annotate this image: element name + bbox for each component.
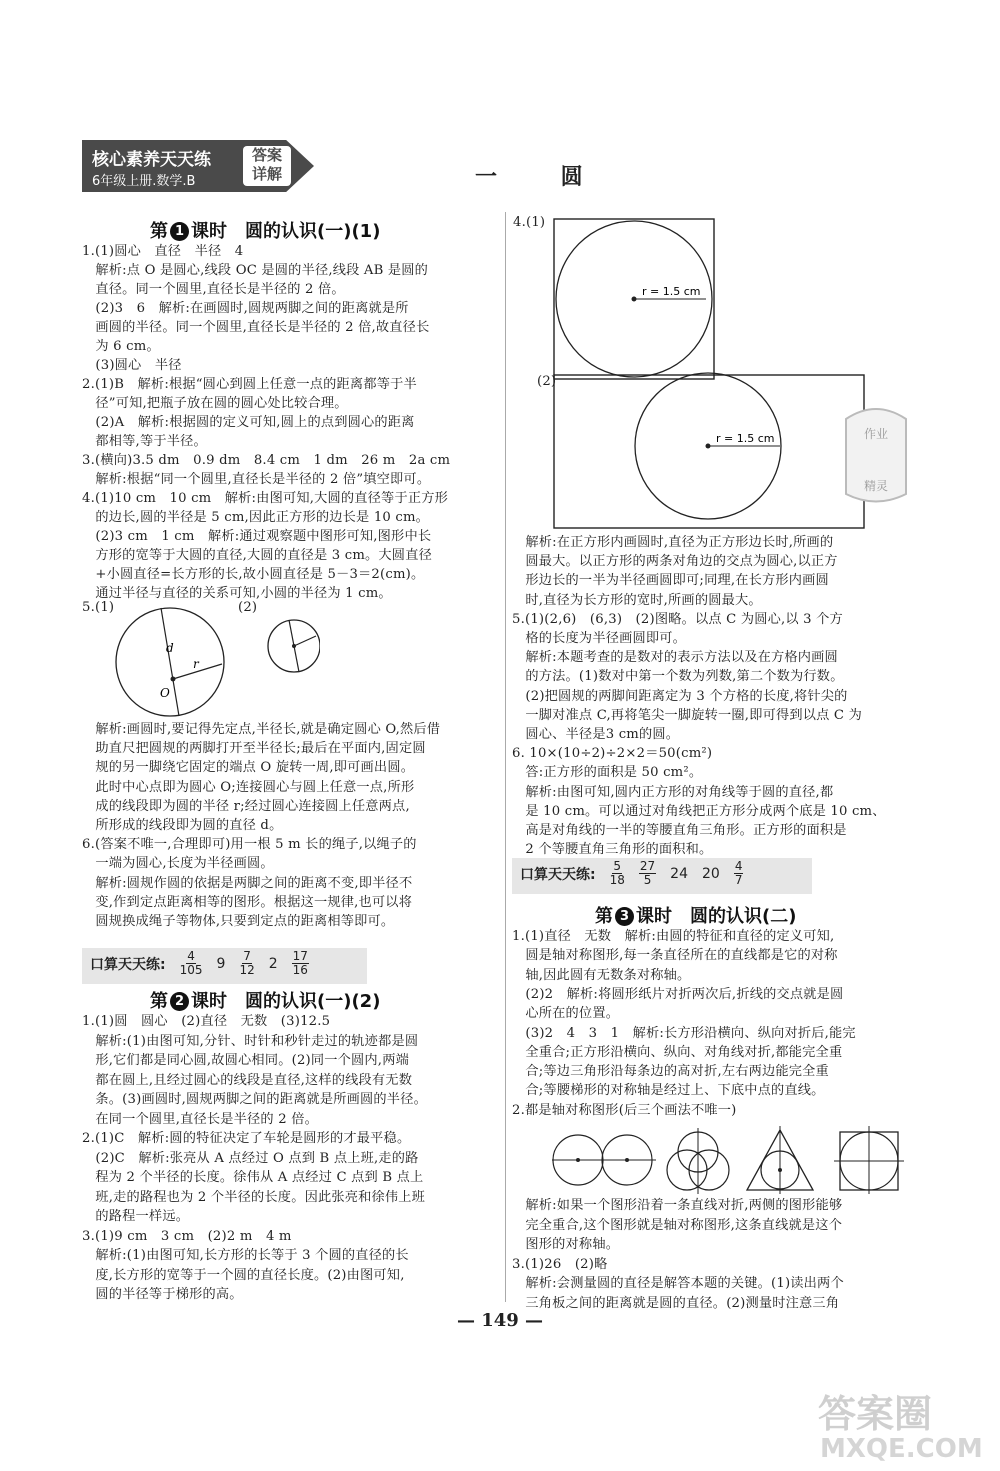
- answer-fraction: $\frac{5}{18}$: [609, 859, 625, 887]
- unit-title: 一 圆: [475, 165, 611, 190]
- triangle-circle-figure: [747, 1126, 813, 1194]
- answer-line: 班,走的路程也为 2 个半径的长度。因此张亮和徐伟上班: [82, 1189, 426, 1205]
- lesson-1-name: 课时 圆的认识(一)(1): [191, 221, 381, 242]
- answer-line: 通过半径与直径的关系可知,小圆的半径为 1 cm。: [82, 586, 392, 601]
- q5-part1-label: 5.(1): [82, 600, 115, 615]
- lesson-2-prefix: 第: [150, 991, 168, 1012]
- q5-part2-label: (2): [238, 600, 258, 615]
- mental-math-2: [520, 860, 743, 887]
- answer-line: 格的长度为半径画圆即可。: [512, 631, 687, 646]
- answer-line: 3.(横向)3.5 dm 0.9 dm 8.4 cm 1 dm 26 m 2a cm: [82, 453, 451, 468]
- answer-line: 1.(1)直径 无数 解析:由圆的特征和直径的定义可知,: [512, 929, 835, 944]
- q5-circle-2: [268, 620, 320, 672]
- answer-line: 5.(1)(2,6) (6,3) (2)图略。以点 C 为圆心,以 3 个方: [512, 611, 843, 627]
- answer-value: 24: [670, 865, 688, 882]
- answer-line: 解析:如果一个图形沿着一条直线对折,两侧的图形能够: [512, 1198, 843, 1213]
- svg-text:d: d: [166, 641, 174, 655]
- answer-line: 是 10 cm。可以通过对角线把正方形分成两个底是 10 cm、: [512, 803, 886, 819]
- answer-line: 6. 10×(10÷2)÷2×2＝50(cm²): [512, 746, 713, 762]
- answer-line: 6.(答案不唯一,合理即可)用一根 5 m 长的绳子,以绳子的: [82, 837, 417, 853]
- two-circles-figure: [552, 1135, 656, 1185]
- answer-line: 成的线段即为圆的半径 r;经过圆心连接圆上任意两点,: [82, 798, 410, 814]
- q4-part2-label: (2): [537, 374, 557, 389]
- rectangle-radius-label: r = 1.5 cm: [716, 432, 775, 445]
- answer-line: 1.(1)圆 圆心 (2)直径 无数 (3)12.5: [82, 1014, 331, 1029]
- mental-math-label: 口算天天练:: [520, 866, 596, 883]
- q5-circle-figures: [80, 600, 320, 725]
- answer-line: 方形的宽等于大圆的直径,大圆的直径是 3 cm。大圆直径: [82, 548, 432, 563]
- column-divider: [505, 212, 506, 1302]
- answer-line: (3)2 4 3 1 解析:长方形沿横向、纵向对折后,能完: [512, 1025, 856, 1041]
- book-grade-subtitle: 6年级上册.数学.B: [92, 174, 196, 189]
- svg-text:精灵: 精灵: [863, 479, 889, 493]
- answer-line: 1.(1)圆心 直径 半径 4: [82, 244, 244, 259]
- answer-line: 解析:根据“同一个圆里,直径长是半径的 2 倍”填空即可。: [82, 472, 431, 487]
- three-circles-figure: [667, 1128, 729, 1194]
- lesson-2-name: 课时 圆的认识(一)(2): [191, 991, 381, 1012]
- lesson-3-title: [595, 902, 796, 928]
- answer-line: (2)3 cm 1 cm 解析:通过观察题中图形可知,图形中长: [82, 529, 432, 544]
- answer-badge: [243, 146, 291, 186]
- answer-line: 解析:由图可知,圆内正方形的对角线等于圆的直径,都: [512, 784, 834, 800]
- answer-value: 9: [216, 955, 226, 972]
- lesson-3-prefix: 第: [595, 906, 613, 927]
- answer-fraction: $\frac{27}{5}$: [639, 859, 656, 887]
- answer-line: 一脚对准点 C,再将笔尖一脚旋转一圈,即可得到以点 C 为: [512, 707, 862, 723]
- answer-line: 解析:会测量圆的直径是解答本题的关键。(1)读出两个: [512, 1276, 844, 1291]
- answer-line: 都在圆上,且经过圆心的线段是直径,这样的线段有无数: [82, 1072, 413, 1088]
- answer-fraction: $\frac{4}{105}$: [179, 949, 203, 977]
- answer-line: 所形成的线段即为圆的直径 d。: [82, 818, 283, 833]
- answer-line: 程为 2 个半径的长度。徐伟从 A 点经过 C 点到 B 点上: [82, 1170, 424, 1185]
- answer-line: 心所在的位置。: [512, 1006, 620, 1022]
- answer-line: (2)A 解析:根据圆的定义可知,圆上的点到圆心的距离: [82, 415, 415, 430]
- svg-text:作业: 作业: [863, 427, 889, 441]
- answer-line: 完全重合,这个图形就是轴对称图形,这条直线就是这个: [512, 1217, 843, 1233]
- answer-line: 高是对角线的一半的等腰直角三角形。正方形的面积是: [512, 823, 847, 838]
- square-radius-label: r = 1.5 cm: [642, 285, 701, 298]
- answer-line: 圆是轴对称图形,每一条直径所在的直线都是它的对称: [512, 948, 838, 964]
- answer-line: 3.(1)9 cm 3 cm (2)2 m 4 m: [82, 1228, 292, 1244]
- answer-line: 解析:点 O 是圆心,线段 OC 是圆的半径,线段 AB 是圆的: [82, 263, 429, 278]
- lesson-3-number: 3: [615, 907, 634, 926]
- answer-line: 的边长,圆的半径是 5 cm,因此正方形的边长是 10 cm。: [82, 510, 430, 525]
- svg-text:O: O: [160, 686, 170, 700]
- answer-line: 变,作到定点距离相等的图形。根据这一规律,也可以将: [82, 894, 413, 910]
- answer-line: 合;等边三角形沿每条边的高对折,左右两边能完全重: [512, 1064, 829, 1080]
- answer-line: 都相等,等于半径。: [82, 434, 207, 449]
- answer-line: 规的另一脚绕它固定的端点 O 旋转一周,即可画出圆。: [82, 760, 415, 776]
- answer-fraction: $\frac{7}{12}$: [239, 949, 255, 977]
- answer-line: 形,它们都是同心圆,故圆心相同。(2)同一个圆内,两端: [82, 1053, 409, 1068]
- answer-line: 时,直径为长方形的宽时,所画的圆最大。: [512, 592, 762, 608]
- lesson-3-name: 课时 圆的认识(二): [636, 906, 797, 927]
- answer-line: 2.(1)B 解析:根据“圆心到圆上任意一点的距离都等于半: [82, 377, 417, 392]
- answer-value: 2: [268, 955, 278, 972]
- answer-line: 一端为圆心,长度为半径画圆。: [82, 856, 274, 872]
- q5-circle-1: [116, 608, 224, 716]
- answer-line: 此时中心点即为圆心 O;连接圆心与圆上任意一点,所形: [82, 779, 415, 795]
- answer-line: 径”可知,把瓶子放在圆的圆心处比较合理。: [82, 396, 348, 411]
- answer-line: 条。(3)画圆时,圆规两脚之间的距离就是所画圆的半径。: [82, 1092, 427, 1107]
- answer-line: 形边长的一半为半径画圆即可;同理,在长方形内画圆: [512, 573, 829, 589]
- answer-line: 圆最大。以正方形的两条对角边的交点为圆心,以正方: [512, 554, 838, 570]
- answer-line: 解析:(1)由图可知,长方形的长等于 3 个圆的直径的长: [82, 1248, 409, 1263]
- answer-line: 2.都是轴对称图形(后三个画法不唯一): [512, 1102, 737, 1118]
- answer-fraction: $\frac{17}{16}$: [292, 949, 308, 977]
- lesson-2-number: 2: [170, 992, 189, 1011]
- answer-line: 合;等腰梯形的对称轴是经过上、下底中点的直线。: [512, 1083, 825, 1099]
- answer-line: 圆心、半径是3 cm的圆。: [512, 727, 680, 742]
- answer-line: 解析:本题考查的是数对的表示方法以及在方格内画圆: [512, 650, 838, 666]
- answer-line: 图形的对称轴。: [512, 1237, 620, 1252]
- answer-line: 画圆的半径。同一个圆里,直径长是半径的 2 倍,故直径长: [82, 320, 430, 335]
- site-logo-watermark: 答案圈: [818, 1392, 933, 1436]
- answer-line: (2)3 6 解析:在画圆时,圆规两脚之间的距离就是所: [82, 301, 409, 316]
- svg-text:r: r: [193, 657, 199, 671]
- book-series-title: 核心素养天天练: [92, 150, 211, 170]
- answer-line: 全重合;正方形沿横向、纵向、对角线对折,都能完全重: [512, 1044, 843, 1060]
- answer-line: +小圆直径=长方形的长,故小圆直径是 5－3＝2(cm)。: [82, 567, 425, 582]
- site-url-watermark: MXQE.COM: [820, 1434, 983, 1464]
- answer-line: 助直尺把圆规的两脚打开至半径长;最后在平面内,固定圆: [82, 741, 426, 757]
- answer-line: 圆的半径等于梯形的高。: [82, 1287, 243, 1302]
- answer-line: 的方法。(1)数对中第一个数为列数,第二个数为行数。: [512, 669, 844, 685]
- answer-line: 2.(1)C 解析:圆的特征决定了车轮是圆形的才最平稳。: [82, 1131, 411, 1146]
- answer-line: 在同一个圆里,直径长是半径的 2 倍。: [82, 1111, 318, 1127]
- answer-line: 三角板之间的距离就是圆的直径。(2)测量时注意三角: [512, 1295, 840, 1311]
- answer-line: 解析:(1)由图可知,分针、时针和秒针走过的轨迹都是圆: [82, 1033, 419, 1049]
- stamp-watermark: [836, 404, 916, 509]
- answer-line: 答:正方形的面积是 50 cm²。: [512, 765, 703, 781]
- lesson-2-title: [150, 987, 380, 1013]
- answer-line: 解析:在正方形内画圆时,直径为正方形边长时,所画的: [512, 535, 834, 550]
- answer-badge-line2: 详解: [251, 165, 282, 183]
- square-with-circle-figure: [550, 215, 720, 385]
- rectangle-with-circle-figure: [550, 372, 870, 532]
- answer-line: (3)圆心 半径: [82, 358, 182, 373]
- square-circle-figure: [834, 1126, 904, 1194]
- answer-line: 解析:圆规作圆的依据是两脚之间的距离不变,即半径不: [82, 875, 413, 891]
- symmetry-figures: [550, 1124, 930, 1196]
- answer-fraction: $\frac{4}{7}$: [734, 859, 743, 887]
- answer-line: 3.(1)26 (2)略: [512, 1256, 608, 1272]
- answer-line: 直径。同一个圆里,直径长是半径的 2 倍。: [82, 282, 345, 297]
- answer-value: 20: [702, 865, 720, 882]
- answer-line: 为 6 cm。: [82, 339, 160, 354]
- mental-math-1: [90, 950, 309, 977]
- mental-math-label: 口算天天练:: [90, 956, 166, 973]
- answer-line: 圆规换成绳子等物体,只要到定点的距离相等即可。: [82, 914, 395, 929]
- answer-line: (2)把圆规的两脚间距离定为 3 个方格的长度,将针尖的: [512, 688, 848, 704]
- answer-line: 的路程一样远。: [82, 1209, 190, 1224]
- answer-line: 4.(1)10 cm 10 cm 解析:由图可知,大圆的直径等于正方形: [82, 491, 448, 506]
- lesson-1-title: [150, 217, 380, 243]
- answer-line: (2)2 解析:将圆形纸片对折两次后,折线的交点就是圆: [512, 986, 844, 1002]
- answer-line: 2 个等腰直角三角形的面积和。: [512, 842, 713, 858]
- q4-part1-label: 4.(1): [513, 215, 546, 230]
- answer-line: (2)C 解析:张亮从 A 点经过 O 点到 B 点上班,走的路: [82, 1150, 419, 1166]
- answer-line: 解析:画圆时,要记得先定点,半径长,就是确定圆心 O,然后借: [82, 722, 441, 737]
- answer-badge-line1: 答案: [251, 146, 282, 164]
- lesson-1-prefix: 第: [150, 221, 168, 242]
- page-number: — 149 —: [456, 1310, 544, 1331]
- answer-line: 度,长方形的宽等于一个圆的直径长度。(2)由图可知,: [82, 1267, 405, 1283]
- answer-line: 轴,因此圆有无数条对称轴。: [512, 967, 691, 983]
- lesson-1-number: 1: [170, 222, 189, 241]
